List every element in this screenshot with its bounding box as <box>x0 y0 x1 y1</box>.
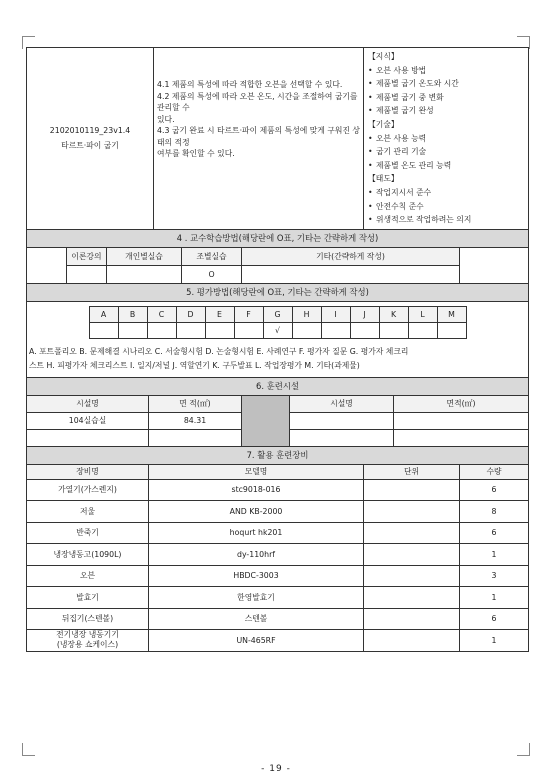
skill-item: • 굽기 관리 기술 <box>368 145 524 159</box>
equipment-name: 오븐 <box>27 565 149 587</box>
unit-code: 2102010119_23v1.4 <box>49 126 131 136</box>
equipment-unit <box>364 630 460 652</box>
eval-letter: K <box>379 306 408 322</box>
facility-name-header: 시설명 <box>27 395 149 412</box>
attitude-item: • 안전수칙 준수 <box>368 200 524 214</box>
eval-mark <box>89 322 118 338</box>
attitude-heading: 【태도】 <box>368 174 399 184</box>
evaluation-grid-cell <box>27 301 529 343</box>
eval-letter: A <box>89 306 118 322</box>
eval-mark <box>292 322 321 338</box>
equipment-qty: 6 <box>460 608 529 630</box>
teaching-value-lecture <box>67 265 107 283</box>
equipment-model: UN-465RF <box>149 630 364 652</box>
evaluation-legend-line-1: A. 포트폴리오 B. 문제해결 시나리오 C. 서술형시험 D. 논술형시험 E. 사례연구 F. 평가자 질문 G. 평가자 체크리 <box>29 346 409 356</box>
evaluation-letter-row <box>89 306 466 322</box>
equipment-model: HBDC-3003 <box>149 565 364 587</box>
criterion-2: 4.2 제품의 특성에 따라 오븐 온도, 시간을 조절하여 굽기를 관리할 수 <box>157 91 358 112</box>
facilities-divider <box>242 395 290 446</box>
eval-mark <box>234 322 263 338</box>
eval-letter: J <box>350 306 379 322</box>
facility-area: 84.31 <box>149 412 242 429</box>
equipment-name: 전기냉장 냉동기기 (냉장용 쇼케이스) <box>27 630 149 652</box>
facility-name <box>27 429 149 446</box>
equipment-row <box>27 522 529 544</box>
equipment-model: dy-110hrf <box>149 544 364 566</box>
eval-mark <box>321 322 350 338</box>
eval-mark <box>408 322 437 338</box>
equipment-unit <box>364 544 460 566</box>
teaching-method-title: 4 . 교수학습방법(해당란에 O표, 기타는 간략하게 작성) <box>27 229 529 247</box>
eval-letter: F <box>234 306 263 322</box>
knowledge-item: • 오븐 사용 방법 <box>368 64 524 78</box>
eval-letter: C <box>147 306 176 322</box>
equipment-model: 한영발효기 <box>149 587 364 609</box>
eval-mark: √ <box>263 322 292 338</box>
eval-mark <box>205 322 234 338</box>
equipment-qty: 1 <box>460 544 529 566</box>
attitude-item: • 위생적으로 작업하려는 의지 <box>368 213 524 227</box>
unit-row <box>27 48 529 230</box>
facility-area-2 <box>394 412 529 429</box>
eval-letter: G <box>263 306 292 322</box>
eval-letter: I <box>321 306 350 322</box>
eval-mark <box>147 322 176 338</box>
facility-name-2 <box>290 412 394 429</box>
teaching-value-group: O <box>182 265 242 283</box>
equipment-name: 뒤집기(스텐볼) <box>27 608 149 630</box>
equipment-qty: 8 <box>460 501 529 523</box>
page-number: - 19 - <box>261 764 291 774</box>
facility-area-header-2: 면적(㎡) <box>394 395 529 412</box>
criterion-2-cont: 있다. <box>157 114 175 124</box>
equipment-unit <box>364 565 460 587</box>
eval-mark <box>437 322 466 338</box>
eval-letter: E <box>205 306 234 322</box>
knowledge-item: • 제품별 굽기 완성 <box>368 104 524 118</box>
performance-criteria-cell <box>154 48 364 230</box>
equipment-model: 스텐볼 <box>149 608 364 630</box>
eval-letter: B <box>118 306 147 322</box>
teaching-header-group: 조별실습 <box>182 247 242 265</box>
eval-letter: D <box>176 306 205 322</box>
crop-mark-bottom-right <box>517 743 530 756</box>
equipment-row <box>27 544 529 566</box>
equipment-qty-header: 수량 <box>460 464 529 479</box>
equipment-row <box>27 608 529 630</box>
equipment-model-header: 모델명 <box>149 464 364 479</box>
equipment-unit <box>364 479 460 501</box>
teaching-header-other: 기타(간략하게 작성) <box>242 247 460 265</box>
equipment-name: 반죽기 <box>27 522 149 544</box>
equipment-model: AND KB-2000 <box>149 501 364 523</box>
skill-item: • 제품별 온도 관리 능력 <box>368 159 524 173</box>
crop-mark-bottom-left <box>22 743 35 756</box>
equipment-unit-header: 단위 <box>364 464 460 479</box>
knowledge-item: • 제품별 굽기 중 변화 <box>368 91 524 105</box>
facilities-title: 6. 훈련시설 <box>27 377 529 395</box>
unit-name: 타르트·파이 굽기 <box>61 141 119 151</box>
equipment-name: 가열기(가스렌지) <box>27 479 149 501</box>
eval-letter: L <box>408 306 437 322</box>
equipment-unit <box>364 587 460 609</box>
equipment-qty: 1 <box>460 587 529 609</box>
equipment-title: 7. 활용 훈련장비 <box>27 446 529 464</box>
criterion-1: 4.1 제품의 특성에 따라 적합한 오븐을 선택할 수 있다. <box>157 80 343 89</box>
equipment-qty: 6 <box>460 479 529 501</box>
equipment-row <box>27 501 529 523</box>
equipment-row <box>27 479 529 501</box>
knowledge-item: • 제품별 굽기 온도와 시간 <box>368 77 524 91</box>
equipment-name: 냉장냉동고(1090L) <box>27 544 149 566</box>
knowledge-heading: 【지식】 <box>368 52 399 61</box>
facility-area <box>149 429 242 446</box>
equipment-unit <box>364 522 460 544</box>
unit-code-cell <box>27 48 154 230</box>
equipment-name-header: 장비명 <box>27 464 149 479</box>
facility-area-header: 면 적(㎡) <box>149 395 242 412</box>
eval-mark <box>350 322 379 338</box>
equipment-qty: 1 <box>460 630 529 652</box>
equipment-qty: 6 <box>460 522 529 544</box>
criterion-3-cont: 여부를 확인할 수 있다. <box>157 149 235 158</box>
equipment-name: 발효기 <box>27 587 149 609</box>
course-document-table <box>26 47 529 652</box>
facility-name-header-2: 시설명 <box>290 395 394 412</box>
ksa-cell <box>364 48 529 230</box>
teaching-value-other <box>242 265 460 283</box>
teaching-header-lecture: 이론강의 <box>67 247 107 265</box>
teaching-value-row <box>27 265 529 283</box>
equipment-model: stc9018-016 <box>149 479 364 501</box>
equipment-unit <box>364 501 460 523</box>
equipment-header-row <box>27 464 529 479</box>
equipment-row <box>27 630 529 652</box>
eval-mark <box>118 322 147 338</box>
evaluation-method-title: 5. 평가방법(해당란에 O표, 기타는 간략하게 작성) <box>27 283 529 301</box>
evaluation-mark-row <box>89 322 466 338</box>
facility-area-2 <box>394 429 529 446</box>
facility-name-2 <box>290 429 394 446</box>
equipment-name: 저울 <box>27 501 149 523</box>
evaluation-grid <box>89 306 467 339</box>
teaching-value-individual <box>107 265 182 283</box>
facility-name: 104실습실 <box>27 412 149 429</box>
evaluation-legend-line-2: 스트 H. 피평가자 체크리스트 I. 일지/저널 J. 역할연기 K. 구두발표 L. 작업장평가 M. 기타(과제물) <box>29 360 360 370</box>
equipment-row <box>27 565 529 587</box>
criterion-3: 4.3 굽기 완료 시 타르트·파이 제품의 특성에 맞게 구워진 상태의 적정 <box>157 126 360 147</box>
equipment-model: hoqurt hk201 <box>149 522 364 544</box>
eval-letter: H <box>292 306 321 322</box>
teaching-header-individual: 개인별실습 <box>107 247 182 265</box>
skill-item: • 오븐 사용 능력 <box>368 132 524 146</box>
equipment-unit <box>364 608 460 630</box>
equipment-qty: 3 <box>460 565 529 587</box>
attitude-item: • 작업지시서 준수 <box>368 186 524 200</box>
eval-letter: M <box>437 306 466 322</box>
facilities-header-row <box>27 395 529 412</box>
evaluation-legend <box>27 343 529 378</box>
eval-mark <box>379 322 408 338</box>
eval-mark <box>176 322 205 338</box>
skill-heading: 【기술】 <box>368 119 399 129</box>
teaching-header-row <box>27 247 529 265</box>
equipment-row <box>27 587 529 609</box>
